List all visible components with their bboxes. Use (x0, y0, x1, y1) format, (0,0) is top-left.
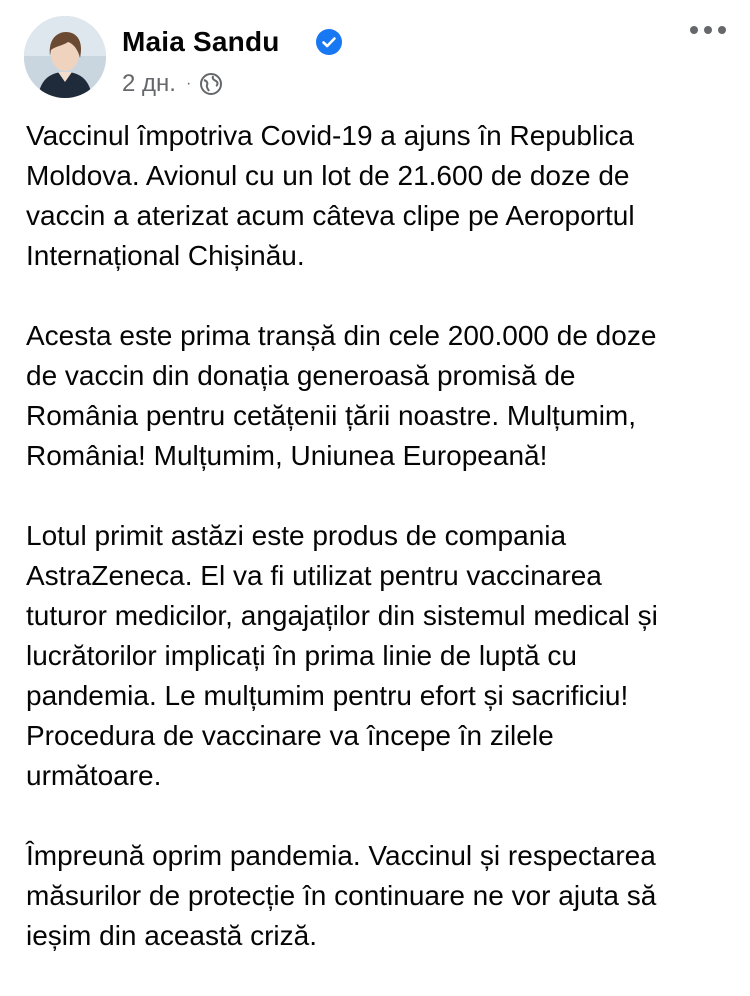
post-paragraph: Împreună oprim pandemia. Vaccinul și respectarea măsurilor de protecție în continuare ne vor ajuta să ieșim din această criză. (26, 840, 657, 951)
post-text (26, 116, 732, 996)
meta-separator: · (185, 75, 192, 92)
author-avatar[interactable] (24, 16, 106, 98)
profile-photo-icon (24, 16, 106, 98)
post-paragraph: Lotul primit astăzi este produs de compania AstraZeneca. El va fi utilizat pentru vaccinarea tuturor medicilor, angajaților din sistemul medical și lucrătorilor implicați în prima linie de luptă cu pandemia. Le mulțumim pentru efort și sacrificiu! Procedura de vaccinare va începe în zilele următoare. (26, 520, 658, 791)
globe-icon[interactable] (199, 72, 223, 96)
author-name[interactable]: Maia Sandu (122, 26, 280, 57)
more-options-icon[interactable] (690, 18, 726, 42)
post-paragraph: Acesta este prima tranșă din cele 200.000 de doze de vaccin din donația generoasă promisă de România pentru cetățenii țării noastre. Mulțumim, România! Mulțumim, Uniunea Europeană! (26, 320, 657, 471)
post-paragraph: Vaccinul împotriva Covid-19 a ajuns în Republica Moldova. Avionul cu un lot de 21.600 de doze de vaccin a aterizat acum câteva clipe pe Aeroportul Internațional Chișinău. (26, 120, 635, 271)
post-meta (122, 70, 223, 98)
post-header (24, 16, 726, 100)
verified-badge-icon (316, 29, 342, 55)
post-timestamp[interactable]: 2 дн. (122, 70, 176, 97)
